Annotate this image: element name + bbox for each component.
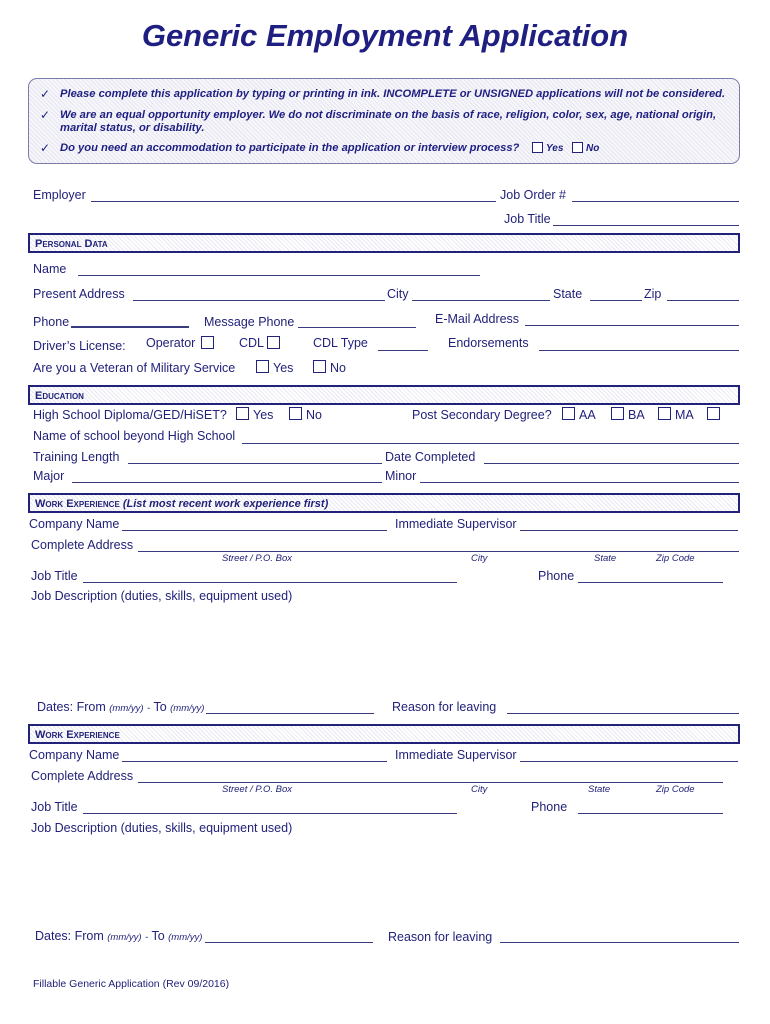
- hs-diploma-label: High School Diploma/GED/HiSET?: [33, 408, 227, 422]
- hs-no-checkbox[interactable]: [289, 407, 302, 420]
- hs-yes-checkbox[interactable]: [236, 407, 249, 420]
- street-caption: Street / P.O. Box: [222, 784, 293, 795]
- ba-checkbox[interactable]: [611, 407, 624, 420]
- city-caption: City: [471, 784, 488, 795]
- job-title-field[interactable]: [553, 225, 739, 226]
- endorsements-field[interactable]: [539, 350, 739, 351]
- aa-label: AA: [579, 408, 596, 422]
- job-description-label: Job Description (duties, skills, equipment used): [31, 821, 293, 835]
- job-title-field[interactable]: [83, 582, 457, 583]
- training-length-label: Training Length: [33, 450, 120, 464]
- aa-checkbox[interactable]: [562, 407, 575, 420]
- work-experience-1-title: Work Experience: [35, 498, 120, 510]
- minor-label: Minor: [385, 469, 417, 483]
- hs-yes-label: Yes: [253, 408, 274, 422]
- cdl-type-label: CDL Type: [313, 336, 368, 350]
- job-title-label: Job Title: [31, 800, 78, 814]
- form-title: Generic Employment Application: [141, 18, 629, 53]
- job-title-label: Job Title: [31, 569, 78, 583]
- post-secondary-label: Post Secondary Degree?: [412, 408, 552, 422]
- reason-leaving-label: Reason for leaving: [392, 700, 497, 714]
- city-field[interactable]: [412, 300, 550, 301]
- reason-leaving-label: Reason for leaving: [388, 930, 493, 944]
- veteran-yes-label: Yes: [273, 361, 294, 375]
- cdl-type-field[interactable]: [378, 350, 428, 351]
- state-field[interactable]: [590, 300, 642, 301]
- email-label: E-Mail Address: [435, 312, 520, 326]
- job-description-label: Job Description (duties, skills, equipment used): [31, 589, 293, 603]
- check-mark-icon: ✓: [40, 87, 51, 101]
- endorsements-label: Endorsements: [448, 336, 529, 350]
- job-order-label: Job Order #: [500, 188, 567, 202]
- veteran-label: Are you a Veteran of Military Service: [33, 361, 236, 375]
- name-label: Name: [33, 262, 67, 276]
- degree-other-checkbox[interactable]: [707, 407, 720, 420]
- date-completed-field[interactable]: [484, 463, 739, 464]
- job-order-field[interactable]: [572, 201, 739, 202]
- city-label: City: [387, 287, 409, 301]
- present-address-label: Present Address: [33, 287, 125, 301]
- dates-label: [37, 700, 204, 714]
- company-name-label: Company Name: [29, 517, 120, 531]
- major-label: Major: [33, 469, 65, 483]
- personal-data-section: [28, 233, 740, 253]
- phone-label: Phone: [531, 800, 568, 814]
- minor-field[interactable]: [420, 482, 739, 483]
- work-experience-1-heading: [35, 498, 328, 510]
- check-mark-icon: ✓: [40, 141, 51, 155]
- company-name-field[interactable]: [122, 530, 387, 531]
- name-field[interactable]: [78, 275, 480, 276]
- school-label: Name of school beyond High School: [33, 429, 236, 443]
- accommodation-no-label: No: [586, 143, 600, 154]
- zip-caption: Zip Code: [656, 784, 695, 795]
- work-experience-1-section: [28, 493, 740, 513]
- training-length-field[interactable]: [128, 463, 382, 464]
- work-experience-2-heading: Work Experience: [35, 729, 120, 741]
- dates-from-label: Dates: From: [37, 700, 106, 714]
- notice-line-2b: marital status, or disability.: [60, 122, 205, 134]
- accommodation-yes-checkbox[interactable]: [532, 142, 543, 153]
- dash-separator: -: [145, 932, 149, 943]
- work-experience-2-section: [28, 724, 740, 744]
- dates-field[interactable]: [206, 713, 374, 714]
- dates-from-label: Dates: From: [35, 929, 104, 943]
- notice-line-2: We are an equal opportunity employer. We do not discriminate on the basis of race, religion, color, sex, age, national origin,: [60, 109, 717, 121]
- dash-separator: -: [147, 703, 151, 714]
- present-address-field[interactable]: [133, 300, 385, 301]
- cdl-label: CDL: [239, 336, 265, 350]
- education-section: [28, 385, 740, 405]
- work-experience-1-note: (List most recent work experience first): [122, 498, 329, 510]
- employer-label: Employer: [33, 188, 86, 202]
- phone-label: Phone: [538, 569, 575, 583]
- check-mark-icon: ✓: [40, 108, 51, 122]
- zip-field[interactable]: [667, 300, 739, 301]
- hs-no-label: No: [306, 408, 322, 422]
- veteran-yes-checkbox[interactable]: [256, 360, 269, 373]
- reason-leaving-field[interactable]: [500, 942, 739, 943]
- supervisor-field[interactable]: [520, 530, 738, 531]
- supervisor-label: Immediate Supervisor: [395, 517, 517, 531]
- personal-data-heading: Personal Data: [35, 238, 108, 250]
- mmyy-caption: (mm/yy): [107, 932, 142, 943]
- drivers-license-label: Driver’s License:: [33, 339, 126, 353]
- supervisor-field[interactable]: [520, 761, 738, 762]
- education-heading: Education: [35, 390, 84, 402]
- city-caption: City: [471, 553, 488, 564]
- reason-leaving-field[interactable]: [507, 713, 739, 714]
- phone-field[interactable]: [578, 582, 723, 583]
- to-label: To: [151, 929, 165, 943]
- school-field[interactable]: [242, 443, 739, 444]
- dates-field[interactable]: [205, 942, 373, 943]
- ma-checkbox[interactable]: [658, 407, 671, 420]
- email-field[interactable]: [525, 325, 739, 326]
- complete-address-label: Complete Address: [31, 769, 134, 783]
- phone-label: Phone: [33, 315, 70, 329]
- complete-address-label: Complete Address: [31, 538, 134, 552]
- veteran-no-checkbox[interactable]: [313, 360, 326, 373]
- street-caption: Street / P.O. Box: [222, 553, 293, 564]
- state-caption: State: [588, 784, 611, 795]
- employer-field[interactable]: [91, 201, 496, 202]
- job-title-label: Job Title: [504, 212, 551, 226]
- operator-label: Operator: [146, 336, 196, 350]
- ma-label: MA: [675, 408, 694, 422]
- date-completed-label: Date Completed: [385, 450, 476, 464]
- operator-checkbox[interactable]: [201, 336, 214, 349]
- cdl-checkbox[interactable]: [267, 336, 280, 349]
- accommodation-question: Do you need an accommodation to participate in the application or interview process?: [60, 142, 520, 154]
- complete-address-field[interactable]: [138, 551, 739, 552]
- to-label: To: [153, 700, 167, 714]
- zip-caption: Zip Code: [656, 553, 695, 564]
- state-label: State: [553, 287, 583, 301]
- dates-label: [35, 929, 202, 943]
- ba-label: BA: [628, 408, 645, 422]
- mmyy-caption: (mm/yy): [170, 703, 205, 714]
- message-phone-label: Message Phone: [204, 315, 295, 329]
- veteran-no-label: No: [330, 361, 346, 375]
- accommodation-yes-label: Yes: [546, 143, 564, 154]
- company-name-field[interactable]: [122, 761, 387, 762]
- phone-field[interactable]: [71, 326, 189, 328]
- footer-revision: Fillable Generic Application (Rev 09/2016): [33, 978, 230, 990]
- supervisor-label: Immediate Supervisor: [395, 748, 517, 762]
- job-title-field[interactable]: [83, 813, 457, 814]
- message-phone-field[interactable]: [298, 327, 416, 328]
- notice-line-1: Please complete this application by typing or printing in ink. INCOMPLETE or UNSIGNED applications will not be considered.: [60, 88, 726, 100]
- phone-field[interactable]: [578, 813, 723, 814]
- company-name-label: Company Name: [29, 748, 120, 762]
- complete-address-field[interactable]: [138, 782, 723, 783]
- major-field[interactable]: [72, 482, 382, 483]
- state-caption: State: [594, 553, 617, 564]
- accommodation-no-checkbox[interactable]: [572, 142, 583, 153]
- zip-label: Zip: [644, 287, 662, 301]
- mmyy-caption: (mm/yy): [109, 703, 144, 714]
- mmyy-caption: (mm/yy): [168, 932, 203, 943]
